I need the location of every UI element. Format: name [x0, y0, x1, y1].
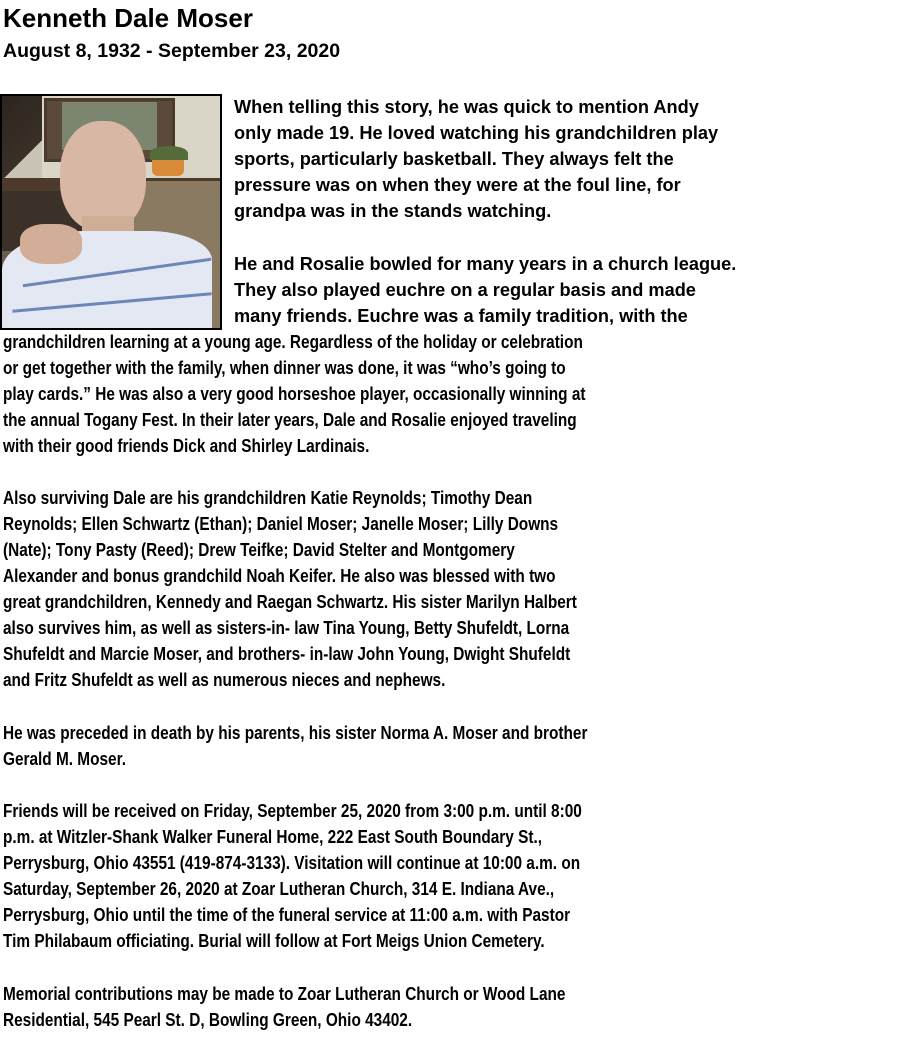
text-line: Friends will be received on Friday, September 25, 2020 from 3:00 p.m. until 8:00 — [3, 801, 582, 821]
text-line: many friends. Euchre was a family tradition, with the — [234, 306, 688, 326]
text-line: Shufeldt and Marcie Moser, and brothers- in-law John Young, Dwight Shufeldt — [3, 644, 571, 664]
text-line: also survives him, as well as sisters-in- law Tina Young, Betty Shufeldt, Lorna — [3, 618, 570, 638]
text-line: They also played euchre on a regular basis and made — [234, 280, 696, 300]
text-line: grandchildren learning at a young age. Regardless of the holiday or celebration — [3, 332, 583, 352]
photo-hand — [20, 224, 82, 264]
photo-head — [60, 121, 146, 231]
text-line: grandpa was in the stands watching. — [234, 201, 552, 221]
text-line: When telling this story, he was quick to mention Andy — [234, 97, 699, 117]
text-line: great grandchildren, Kennedy and Raegan Schwartz. His sister Marilyn Halbert — [3, 592, 577, 612]
text-line: He was preceded in death by his parents, his sister Norma A. Moser and brother — [3, 723, 588, 743]
text-line: Reynolds; Ellen Schwartz (Ethan); Daniel Moser; Janelle Moser; Lilly Downs — [3, 514, 559, 534]
obituary-name: Kenneth Dale Moser — [3, 3, 253, 33]
text-line: He and Rosalie bowled for many years in a church league. — [234, 254, 737, 274]
text-line: Residential, 545 Pearl St. D, Bowling Green, Ohio 43402. — [3, 1010, 413, 1030]
text-line: Also surviving Dale are his grandchildren Katie Reynolds; Timothy Dean — [3, 488, 533, 508]
text-line: Tim Philabaum officiating. Burial will follow at Fort Meigs Union Cemetery. — [3, 931, 545, 951]
portrait-photo — [0, 94, 222, 330]
text-line: with their good friends Dick and Shirley Lardinais. — [3, 436, 370, 456]
photo-plant — [150, 146, 188, 160]
text-line: only made 19. He loved watching his grandchildren play — [234, 123, 719, 143]
text-line: or get together with the family, when dinner was done, it was “who’s going to — [3, 358, 566, 378]
text-line: Gerald M. Moser. — [3, 749, 126, 769]
text-line: play cards.” He was also a very good horseshoe player, occasionally winning at — [3, 384, 586, 404]
life-dates: August 8, 1932 - September 23, 2020 — [3, 40, 341, 62]
text-line: sports, particularly basketball. They always felt the — [234, 149, 674, 169]
text-line: p.m. at Witzler-Shank Walker Funeral Home, 222 East South Boundary St., — [3, 827, 543, 847]
photo-planter — [152, 158, 184, 176]
text-line: Perrysburg, Ohio 43551 (419-874-3133). Visitation will continue at 10:00 a.m. on — [3, 853, 581, 873]
text-line: pressure was on when they were at the foul line, for — [234, 175, 681, 195]
text-line: the annual Togany Fest. In their later years, Dale and Rosalie enjoyed traveling — [3, 410, 577, 430]
text-line: and Fritz Shufeldt as well as numerous nieces and nephews. — [3, 670, 446, 690]
text-line: Memorial contributions may be made to Zoar Lutheran Church or Wood Lane — [3, 984, 566, 1004]
text-line: (Nate); Tony Pasty (Reed); Drew Teifke; David Stelter and Montgomery — [3, 540, 515, 560]
text-line: Saturday, September 26, 2020 at Zoar Lutheran Church, 314 E. Indiana Ave., — [3, 879, 555, 899]
text-line: Alexander and bonus grandchild Noah Keifer. He also was blessed with two — [3, 566, 556, 586]
text-line: Perrysburg, Ohio until the time of the funeral service at 11:00 a.m. with Pastor — [3, 905, 571, 925]
